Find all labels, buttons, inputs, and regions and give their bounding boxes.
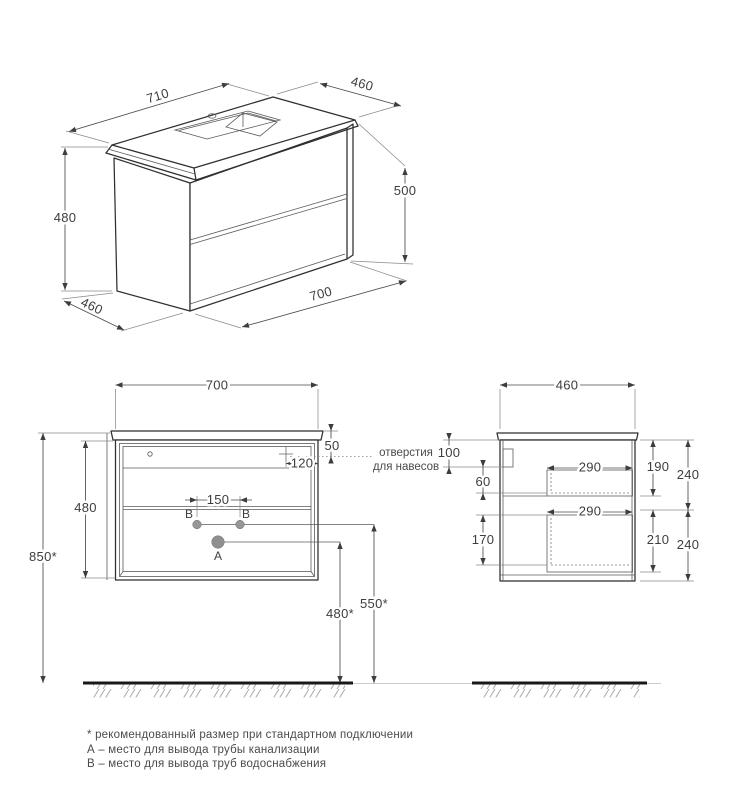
front-dim-120-label: 120 xyxy=(290,455,314,471)
front-view xyxy=(29,378,439,684)
iso-dim-710-label: 710 xyxy=(144,85,171,107)
front-dim-700-label: 700 xyxy=(205,377,229,393)
iso-dim-460-bottom-label: 460 xyxy=(78,294,106,318)
marker-a: А xyxy=(213,549,223,563)
front-dim-50 xyxy=(323,424,340,463)
front-dim-120 xyxy=(286,456,318,471)
side-dim-170-label: 170 xyxy=(471,532,495,547)
front-dim-850-label: 850* xyxy=(29,549,57,564)
side-dim-190-label: 190 xyxy=(646,459,670,474)
legend-notes xyxy=(87,729,413,770)
ground xyxy=(83,683,661,698)
front-dim-700 xyxy=(116,378,319,430)
front-dim-150-label: 150 xyxy=(206,492,230,507)
iso-right-sliver xyxy=(347,124,353,259)
side-view xyxy=(438,378,700,582)
front-dim-550 xyxy=(360,525,388,684)
outlet-b-right-dot xyxy=(236,520,245,529)
note-marker-b: В – место для вывода труб водоснабжения xyxy=(87,758,327,770)
side-dim-60-label: 60 xyxy=(475,474,491,489)
marker-b-right: В xyxy=(241,507,251,521)
marker-b-left: В xyxy=(184,507,194,521)
note-recommended-size: * рекомендованный размер при стандартном подключении xyxy=(87,729,414,741)
side-dim-100 xyxy=(438,434,503,473)
iso-dim-500 xyxy=(351,124,416,264)
note-marker-a: А – место для вывода трубы канализации xyxy=(87,744,320,756)
side-dim-460-label: 460 xyxy=(555,377,579,393)
side-dim-100-label: 100 xyxy=(437,445,461,460)
front-dim-480 xyxy=(74,441,115,578)
side-dim-240-lower-label: 240 xyxy=(676,537,700,552)
side-dim-240-upper xyxy=(677,440,700,510)
side-dim-290-upper-label: 290 xyxy=(578,459,602,475)
front-dim-50-label: 50 xyxy=(324,438,340,453)
iso-dim-500-label: 500 xyxy=(393,183,417,198)
iso-dim-480-label: 480 xyxy=(53,210,77,225)
front-countertop xyxy=(111,431,323,440)
side-dim-210 xyxy=(647,510,670,572)
side-dim-190 xyxy=(647,440,670,496)
side-dim-460 xyxy=(500,378,635,430)
ground-hatch-side xyxy=(478,685,640,698)
isometric-view xyxy=(54,73,417,331)
hanger-callout-line1: отверстия xyxy=(379,447,433,459)
front-dim-550-label: 550* xyxy=(360,596,388,611)
outlet-b-left-dot xyxy=(193,520,202,529)
iso-left-panel xyxy=(114,158,190,311)
outlet-a-dot xyxy=(212,536,225,549)
iso-countertop-endcap-right xyxy=(355,120,358,126)
side-dim-210-label: 210 xyxy=(646,532,670,547)
front-dim-480-star xyxy=(326,542,354,683)
ground-hatch-front xyxy=(93,685,345,698)
side-countertop xyxy=(497,433,638,440)
side-dim-290-lower-label: 290 xyxy=(578,503,602,519)
hanger-callout-line2: для навесов xyxy=(372,461,440,473)
side-cabinet-outline xyxy=(500,440,635,581)
side-dim-240-lower xyxy=(677,510,700,581)
front-dim-850 xyxy=(29,433,110,683)
iso-dim-700-label: 700 xyxy=(307,283,334,304)
iso-dim-480 xyxy=(54,147,112,291)
iso-dim-460-top-label: 460 xyxy=(349,73,376,94)
front-dim-480-label: 480 xyxy=(74,500,97,515)
front-dim-480-star-label: 480* xyxy=(326,606,354,621)
side-dim-240-upper-label: 240 xyxy=(676,467,700,482)
